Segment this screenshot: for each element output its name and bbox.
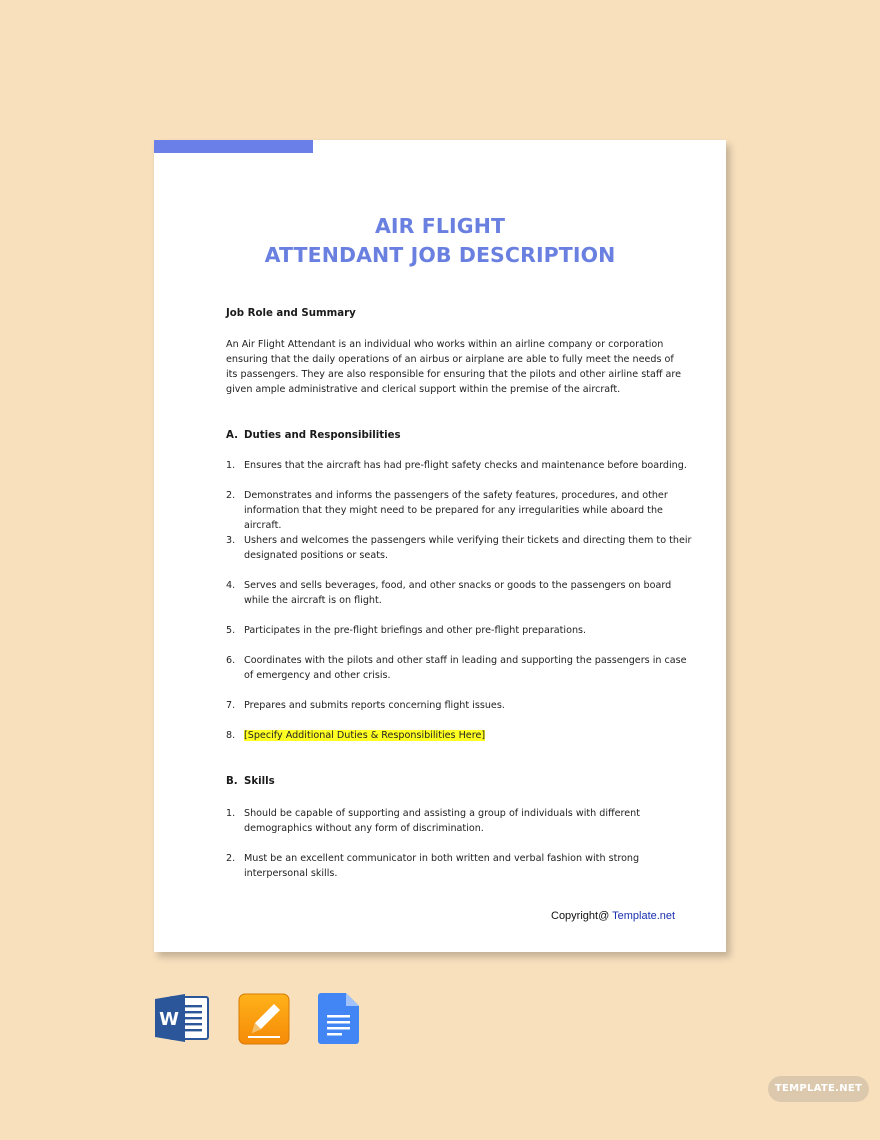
copyright-line: [551, 910, 675, 922]
skill-number: 1.: [226, 808, 236, 819]
template-net-watermark: TEMPLATE.NET: [768, 1076, 869, 1102]
duty-number: 2.: [226, 490, 236, 501]
word-icon[interactable]: [155, 993, 211, 1043]
skill-item: Must be an excellent communicator in both written and verbal fashion with strong interpersonal skills.: [244, 853, 640, 879]
duty-item: Serves and sells beverages, food, and other snacks or goods to the passengers on board while the aircraft is on flight.: [244, 580, 672, 606]
duty-number: 7.: [226, 700, 236, 711]
document-page: [154, 140, 726, 952]
highlighted-placeholder: [Specify Additional Duties & Responsibilities Here]: [244, 730, 486, 741]
duty-number: 8.: [226, 730, 236, 741]
duty-number: 4.: [226, 580, 236, 591]
section-a-title: Duties and Responsibilities: [244, 430, 401, 441]
duty-number: 6.: [226, 655, 236, 666]
document-title-line2: ATTENDANT JOB DESCRIPTION: [264, 243, 616, 267]
copyright-link[interactable]: Template.net: [612, 910, 676, 922]
section-b-title: Skills: [244, 776, 275, 787]
skill-number: 2.: [226, 853, 236, 864]
duty-item-placeholder: [244, 728, 485, 743]
document-title-line1: AIR FLIGHT: [374, 214, 506, 238]
copyright-label: Copyright@: [551, 910, 610, 922]
duty-number: 1.: [226, 460, 236, 471]
accent-bar: [154, 140, 313, 153]
duty-number: 3.: [226, 535, 236, 546]
duty-item: Prepares and submits reports concerning flight issues.: [244, 700, 505, 711]
duty-item: Participates in the pre-flight briefings and other pre-flight preparations.: [244, 625, 587, 636]
google-docs-icon[interactable]: [318, 993, 359, 1044]
summary-heading: Job Role and Summary: [226, 308, 356, 319]
duty-item: Ensures that the aircraft has had pre-flight safety checks and maintenance before boarding.: [244, 460, 687, 471]
section-a-letter: A.: [226, 430, 238, 441]
duty-number: 5.: [226, 625, 236, 636]
summary-paragraph: An Air Flight Attendant is an individual who works within an airline company or corporation ensuring that the daily operations of an airbus or airplane are able to fully meet the needs of its passengers. They are also responsible for ensuring that the pilots and other airline staff are given ample administrative and clerical support within the premise of the aircraft.: [226, 339, 682, 395]
duty-item: Ushers and welcomes the passengers while verifying their tickets and directing them to their designated positions or seats.: [244, 535, 692, 561]
pages-icon[interactable]: [238, 993, 290, 1045]
duty-item: Demonstrates and informs the passengers of the safety features, procedures, and other information that they might need to be prepared for any irregularities while aboard the aircraft.: [244, 490, 668, 531]
skill-item: Should be capable of supporting and assisting a group of individuals with different demographics without any form of discrimination.: [244, 808, 640, 834]
section-b-letter: B.: [226, 776, 238, 787]
word-icon-letter: W: [159, 1009, 179, 1030]
duty-item: Coordinates with the pilots and other staff in leading and supporting the passengers in case of emergency and other crisis.: [244, 655, 687, 681]
